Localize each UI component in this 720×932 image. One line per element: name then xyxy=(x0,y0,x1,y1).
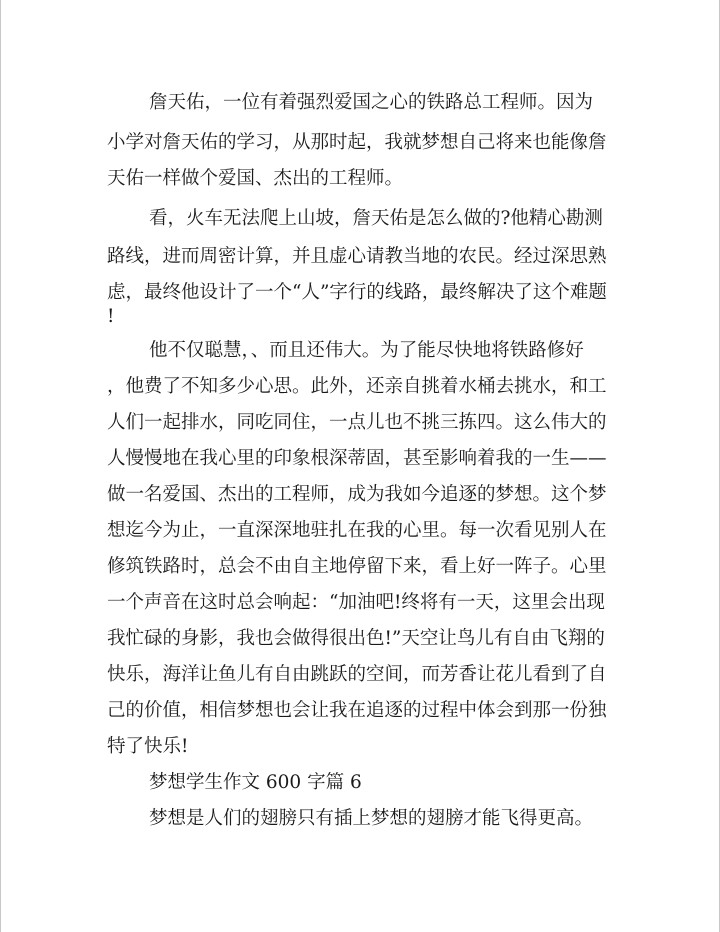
paragraph-line: 天佑一样做个爱国、杰出的工程师。 xyxy=(107,168,404,189)
paragraph-line: 我忙碌的身影，我也会做得很出色!”天空让鸟儿有自由飞翔的 xyxy=(107,628,605,649)
paragraph-line: 梦想是人们的翅膀只有插上梦想的翅膀才能飞得更高。 xyxy=(149,808,594,829)
paragraph-line: 路线，进而周密计算，并且虚心请教当地的农民。经过深思熟 xyxy=(107,246,607,267)
paragraph-line: 想迄今为止，一直深深地驻扎在我的心里。每一次看见别人在 xyxy=(107,520,607,541)
paragraph-line: 快乐，海洋让鱼儿有自由跳跃的空间，而芳香让花儿看到了自 xyxy=(107,664,607,685)
paragraph-line: 一个声音在这时总会响起：“加油吧!终将有一天，这里会出现 xyxy=(107,592,605,613)
paragraph-line: 特了快乐! xyxy=(107,736,189,757)
paragraph-line: 人们一起排水，同吃同住，一点儿也不挑三拣四。这么伟大的 xyxy=(107,412,607,433)
paragraph-line: 人慢慢地在我心里的印象根深蒂固，甚至影响着我的一生—— xyxy=(107,448,607,469)
paragraph-line: 小学对詹天佑的学习，从那时起，我就梦想自己将来也能像詹 xyxy=(107,132,607,153)
section-heading: 梦想学生作文 600 字篇 6 xyxy=(149,772,362,793)
paragraph-line: ，他费了不知多少心思。此外，还亲自挑着水桶去挑水，和工 xyxy=(107,376,607,397)
paragraph-line: 己的价值，相信梦想也会让我在追逐的过程中体会到那一份独 xyxy=(107,700,607,721)
paragraph-line: 虑，最终他设计了一个“人”字行的线路，最终解决了这个难题 xyxy=(107,282,607,303)
paragraph-line: 詹天佑，一位有着强烈爱国之心的铁路总工程师。因为 xyxy=(149,92,594,113)
paragraph-line: 修筑铁路时，总会不由自主地停留下来，看上好一阵子。心里 xyxy=(107,556,607,577)
paragraph-line: ! xyxy=(107,306,115,327)
paragraph-line: 做一名爱国、杰出的工程师，成为我如今追逐的梦想。这个梦 xyxy=(107,484,607,505)
paragraph-line: 看，火车无法爬上山坡，詹天佑是怎么做的?他精心勘测 xyxy=(149,208,603,229)
paragraph-line: 他不仅聪慧，、而且还伟大。为了能尽快地将铁路修好 xyxy=(149,340,584,361)
